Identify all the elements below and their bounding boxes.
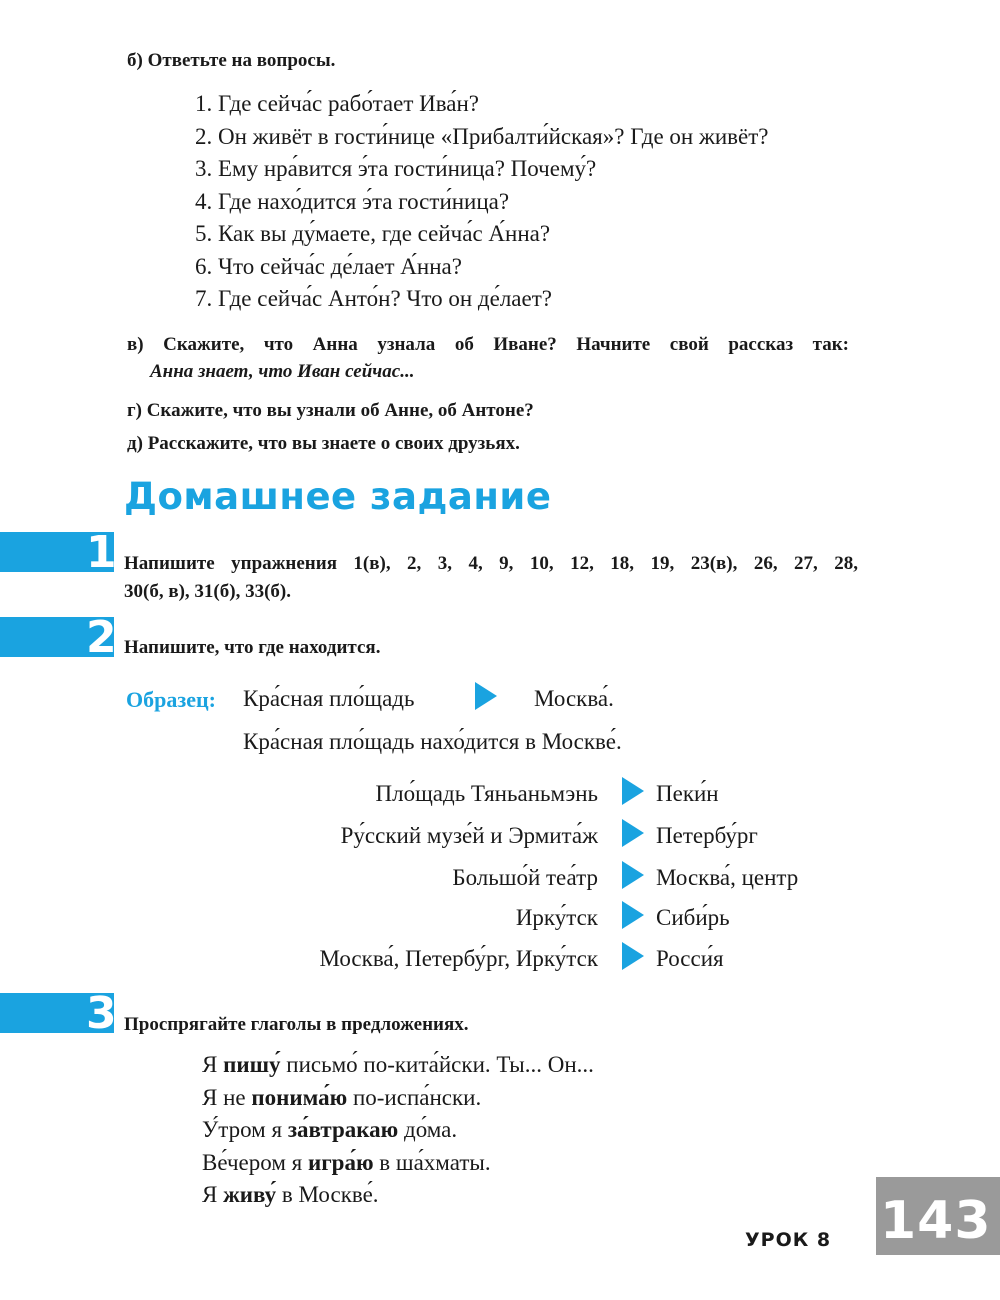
question-item: 1. Где сейча́с рабо́тает Ива́н? xyxy=(195,91,480,116)
exercise-b-heading: б) Ответьте на вопросы. xyxy=(127,50,336,71)
pair-left: Москва́, Петербу́рг, Ирку́тск xyxy=(319,946,598,971)
line-text: до́ма. xyxy=(398,1117,458,1142)
pair-right: Москва́, центр xyxy=(656,865,799,890)
task3-text: Проспрягайте глаголы в предложениях. xyxy=(124,1014,469,1035)
conjugation-line xyxy=(202,1150,491,1176)
verb: игра́ю xyxy=(307,1150,374,1175)
pair-right: Петербу́рг xyxy=(656,823,758,848)
question-item: 4. Где нахо́дится э́та гости́ница? xyxy=(195,188,510,214)
verb: живу́ xyxy=(223,1182,277,1207)
exercise-g-heading: г) Скажите, что вы узнали об Анне, об Антоне? xyxy=(127,400,534,421)
pair-right: Пеки́н xyxy=(656,781,719,806)
line-text: в Москве́. xyxy=(276,1182,379,1207)
task-number: 3 xyxy=(86,988,117,1039)
arrow-icon xyxy=(622,819,644,847)
task-number: 1 xyxy=(86,527,117,578)
task1-text-line2: 30(б, в), 31(б), 33(б). xyxy=(124,581,291,602)
task2-text: Напишите, что где находится. xyxy=(124,637,381,658)
line-text: в ша́хматы. xyxy=(373,1150,491,1175)
arrow-icon xyxy=(475,682,497,710)
pair-left: Ирку́тск xyxy=(515,905,598,930)
conjugation-line xyxy=(202,1182,379,1208)
verb: понима́ю xyxy=(251,1085,348,1110)
line-text: Ве́чером я xyxy=(202,1150,308,1175)
sample-answer: Кра́сная пло́щадь нахо́дится в Москве́. xyxy=(243,729,622,754)
line-text: Я xyxy=(202,1052,224,1077)
question-list xyxy=(195,88,769,316)
question-item: 2. Он живёт в гости́нице «Прибалти́йская»? Где он живёт? xyxy=(195,123,769,149)
lesson-label: УРОК 8 xyxy=(745,1229,832,1251)
conjugation-line xyxy=(202,1052,594,1078)
pair-right: Сиби́рь xyxy=(656,905,730,930)
line-text: У́тром я xyxy=(202,1117,288,1142)
arrow-icon xyxy=(622,942,644,970)
line-text: по-испа́нски. xyxy=(347,1085,482,1110)
line-text: Я не xyxy=(202,1085,252,1110)
conjugation-line xyxy=(202,1085,481,1111)
question-item: 6. Что сейча́с де́лает А́нна? xyxy=(195,253,462,279)
verb: пишу́ xyxy=(223,1052,281,1077)
pair-left: Большо́й теа́тр xyxy=(452,865,598,890)
arrow-icon xyxy=(622,901,644,929)
exercise-v-example: Анна знает, что Иван сейчас... xyxy=(150,361,415,382)
sample-to: Москва́. xyxy=(534,686,614,711)
exercise-v-heading: в) Скажите, что Анна узнала об Иване? Начните свой рассказ так: xyxy=(127,334,849,355)
exercise-d-heading: д) Расскажите, что вы знаете о своих друзьях. xyxy=(127,433,520,454)
page-number: 143 xyxy=(880,1191,992,1251)
task-number: 2 xyxy=(86,612,117,663)
sample-from: Кра́сная пло́щадь xyxy=(243,686,415,711)
line-text: Я xyxy=(202,1182,224,1207)
pair-left: Пло́щадь Тяньаньмэнь xyxy=(375,781,598,806)
pair-left: Ру́сский музе́й и Эрмита́ж xyxy=(340,823,598,848)
line-text: письмо́ по-кита́йски. Ты... Он... xyxy=(280,1052,594,1077)
question-item: 7. Где сейча́с Анто́н? Что он де́лает? xyxy=(195,286,552,311)
question-item: 3. Ему нра́вится э́та гости́ница? Почему́? xyxy=(195,156,597,181)
verb: за́втракаю xyxy=(287,1117,399,1142)
homework-title: Домашнее задание xyxy=(124,475,552,518)
question-item: 5. Как вы ду́маете, где сейча́с А́нна? xyxy=(195,221,551,246)
conjugation-line xyxy=(202,1117,457,1143)
pair-right: Росси́я xyxy=(656,946,724,971)
task1-text-line1: Напишите упражнения 1(в), 2, 3, 4, 9, 10, 12, 18, 19, 23(в), 26, 27, 28, xyxy=(124,553,858,574)
arrow-icon xyxy=(622,777,644,805)
sample-label: Образец: xyxy=(126,687,216,712)
arrow-icon xyxy=(622,861,644,889)
